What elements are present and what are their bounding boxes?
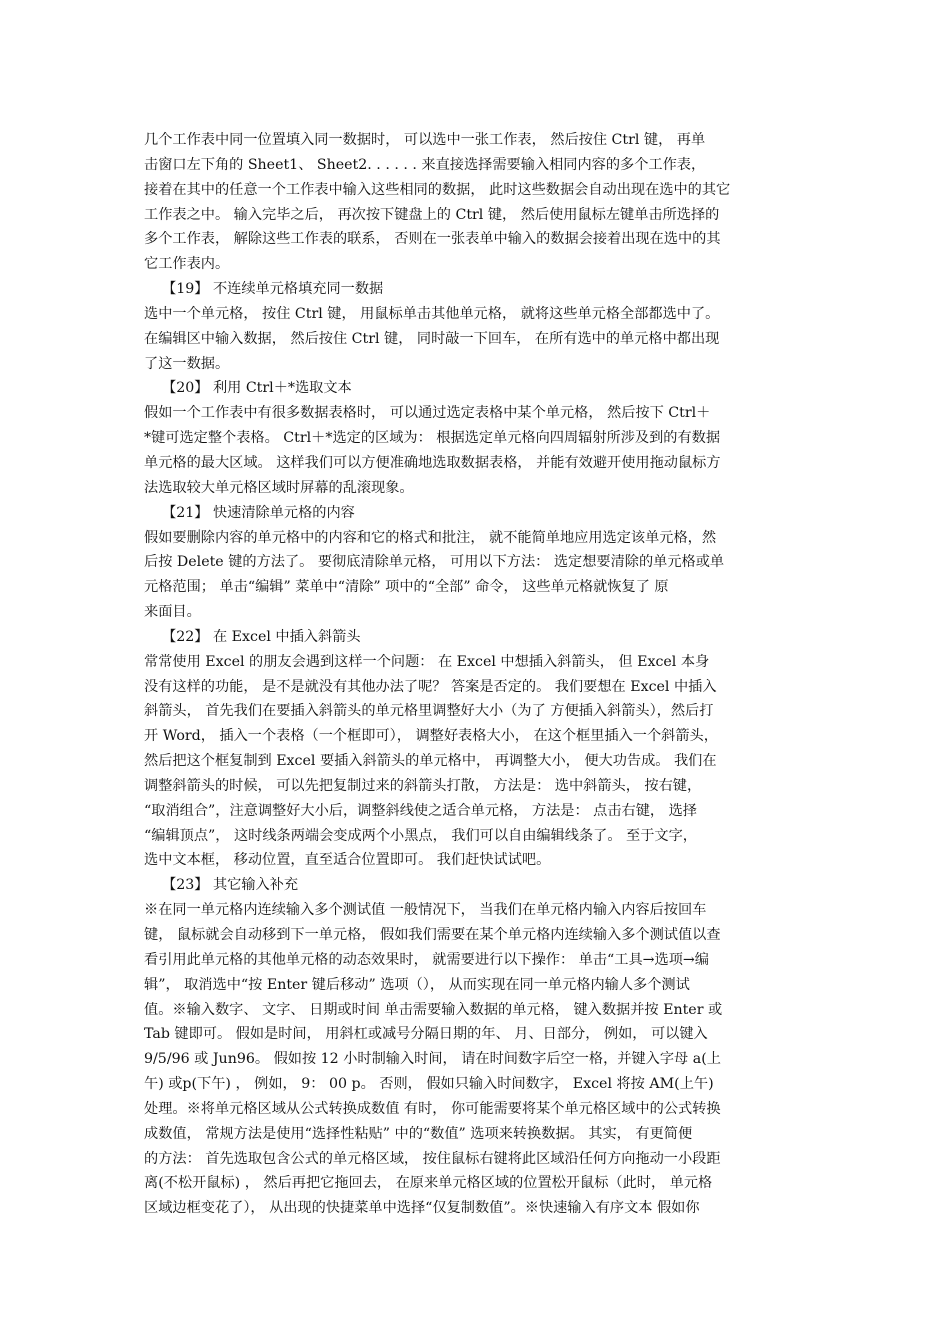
paragraph-line: 看引用此单元格的其他单元格的动态效果时， 就需要进行以下操作： 单击“工具→选项→编 — [144, 951, 709, 968]
section-heading-23: 【23】 其它输入补充 — [162, 877, 299, 894]
paragraph-line: 然后把这个框复制到 Excel 要插入斜箭头的单元格中， 再调整大小， 便大功告成。 我们在 — [144, 753, 717, 770]
paragraph-line: 在编辑区中输入数据， 然后按住 Ctrl 键， 同时敲一下回车， 在所有选中的单元格中都出现 — [144, 330, 720, 347]
paragraph-line: 元格范围； 单击“编辑” 菜单中“清除” 项中的“全部” 命令， 这些单元格就恢复了 原 — [144, 579, 669, 596]
paragraph-line: 辑”， 取消选中“按 Enter 键后移动” 选项（）， 从而实现在同一单元格内输人多个测试 — [144, 976, 690, 993]
paragraph-line: 斜箭头， 首先我们在要插入斜箭头的单元格里调整好大小（为了 方便插入斜箭头），然后打 — [144, 703, 714, 720]
document-body — [144, 128, 810, 1221]
paragraph-line: 单元格的最大区域。 这样我们可以方便准确地选取数据表格， 并能有效避开使用拖动鼠标方 — [144, 454, 721, 471]
paragraph-line: 假如一个工作表中有很多数据表格时， 可以通过选定表格中某个单元格， 然后按下 Ctrl＋ — [144, 405, 711, 422]
paragraph-line: 9/5/96 或 Jun96。 假如按 12 小时制输入时间， 请在时间数字后空一格，并键入字母 a(上 — [144, 1051, 721, 1068]
paragraph-line: 键， 鼠标就会自动移到下一单元格， 假如我们需要在某个单元格内连续输入多个测试值以查 — [144, 927, 721, 943]
paragraph-line: 开 Word， 插入一个表格（一个框即可）， 调整好表格大小， 在这个框里插入一个斜箭头， — [144, 728, 718, 745]
section-heading-21: 【21】 快速清除单元格的内容 — [162, 504, 355, 521]
paragraph-line: 成数值， 常规方法是使用“选择性粘贴” 中的“数值” 选项来转换数据。 其实， 有更简便 — [144, 1125, 693, 1142]
paragraph-line: 法选取较大单元格区域时屏幕的乱滚现象。 — [144, 479, 414, 496]
paragraph-line: ※在同一单元格内连续输入多个测试值 一般情况下， 当我们在单元格内输入内容后按回车 — [144, 902, 707, 919]
paragraph-line: 后按 Delete 键的方法了。 要彻底清除单元格， 可用以下方法： 选定想要清除的单元格或单 — [144, 554, 725, 571]
paragraph-line: 来面目。 — [144, 604, 201, 621]
paragraph-line: “取消组合”，注意调整好大小后，调整斜线使之适合单元格， 方法是： 点击右键， 选择 — [144, 802, 697, 819]
paragraph-line: 处理。※将单元格区域从公式转换成数值 有时， 你可能需要将某个单元格区域中的公式转换 — [144, 1100, 721, 1117]
paragraph-line: 的方法： 首先选取包含公式的单元格区域， 按住鼠标右键将此区域沿任何方向拖动一小段距 — [144, 1150, 721, 1167]
paragraph-line: 常常使用 Excel 的朋友会遇到这样一个问题： 在 Excel 中想插入斜箭头， 但 Excel 本身 — [144, 653, 710, 670]
section-heading-19: 【19】 不连续单元格填充同一数据 — [162, 281, 384, 298]
paragraph-line: 选中文本框， 移动位置，直至适合位置即可。 我们赶快试试吧。 — [144, 852, 551, 869]
paragraph-line: 击窗口左下角的 Sheet1、 Sheet2. . . . . . 来直接选择需要输入相同内容的多个工作表， — [144, 156, 706, 173]
paragraph-line: 区域边框变花了）， 从出现的快捷菜单中选择“仅复制数值”。※快速输入有序文本 假如你 — [144, 1200, 700, 1217]
paragraph-line: 接着在其中的任意一个工作表中输入这些相同的数据， 此时这些数据会自动出现在选中的其它 — [144, 181, 731, 198]
paragraph-line: 了这一数据。 — [144, 355, 230, 372]
paragraph-line: 调整斜箭头的时候， 可以先把复制过来的斜箭头打散， 方法是： 选中斜箭头， 按右键， — [144, 777, 702, 794]
paragraph-line: 工作表之中。 输入完毕之后， 再次按下键盘上的 Ctrl 键， 然后使用鼠标左键单击所选择的 — [144, 206, 720, 223]
paragraph-line: Tab 键即可。 假如是时间， 用斜杠或减号分隔日期的年、 月、日部分， 例如， 可以键入 — [144, 1026, 708, 1043]
paragraph-line: 值。※输入数字、 文字、 日期或时间 单击需要输入数据的单元格， 键入数据并按 Enter 或 — [144, 1001, 723, 1018]
paragraph-line: 它工作表内。 — [144, 256, 230, 273]
paragraph-line: *键可选定整个表格。 Ctrl＋*选定的区域为： 根据选定单元格向四周辐射所涉及到的有数据 — [144, 430, 721, 447]
paragraph-line: “编辑顶点”， 这时线条两端会变成两个小黑点， 我们可以自由编辑线条了。 至于文字， — [144, 827, 697, 844]
section-heading-22: 【22】 在 Excel 中插入斜箭头 — [162, 628, 361, 645]
paragraph-line: 假如要删除内容的单元格中的内容和它的格式和批注， 就不能简单地应用选定该单元格，然 — [144, 529, 717, 546]
paragraph-line: 几个工作表中同一位置填入同一数据时， 可以选中一张工作表， 然后按住 Ctrl 键， 再单 — [144, 132, 706, 148]
section-heading-20: 【20】 利用 Ctrl＋*选取文本 — [162, 380, 352, 397]
paragraph-line: 没有这样的功能， 是不是就没有其他办法了呢？ 答案是否定的。 我们要想在 Excel 中插入 — [144, 678, 717, 695]
paragraph-line: 午) 或p(下午) ， 例如， 9： 00 p。 否则， 假如只输入时间数字， Excel 将按 AM(上午) — [144, 1076, 714, 1093]
paragraph-line: 多个工作表， 解除这些工作表的联系， 否则在一张表单中输入的数据会接着出现在选中的其 — [144, 231, 721, 248]
paragraph-line: 离(不松开鼠标) ， 然后再把它拖回去， 在原来单元格区域的位置松开鼠标（此时， 单元格 — [144, 1175, 713, 1192]
paragraph-line: 选中一个单元格， 按住 Ctrl 键， 用鼠标单击其他单元格， 就将这些单元格全部都选中了。 — [144, 305, 720, 322]
